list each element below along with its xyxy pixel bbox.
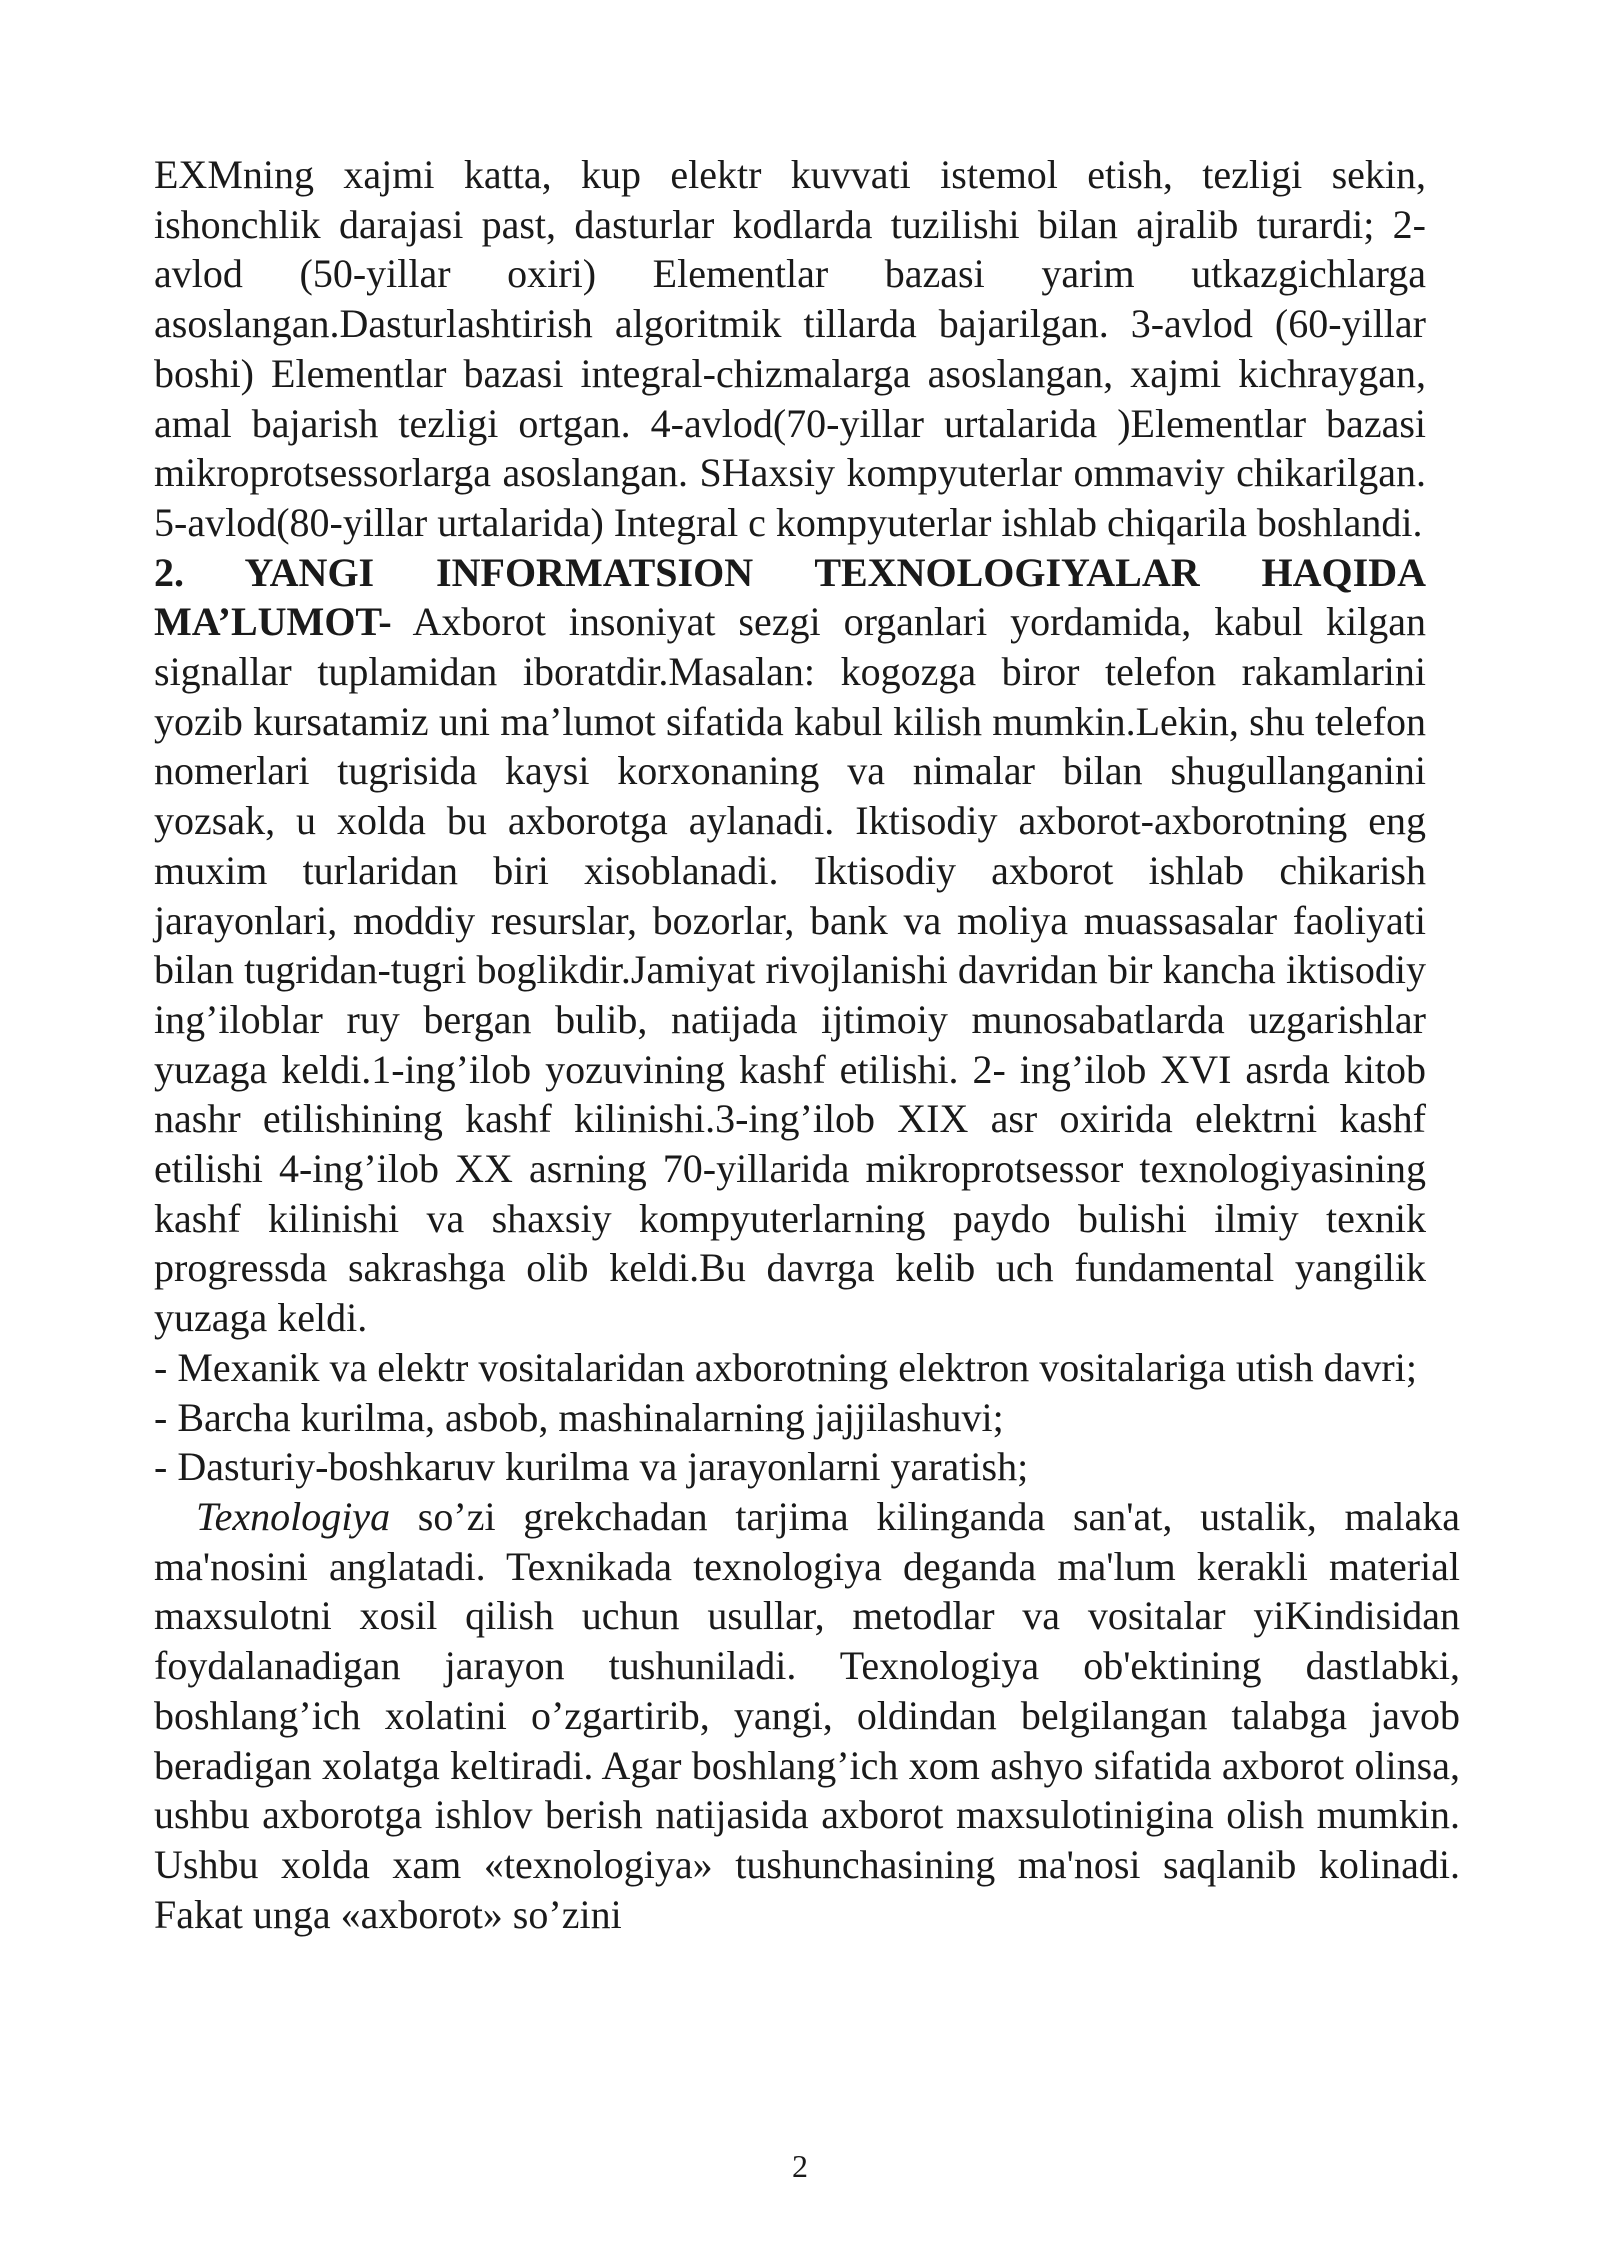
list-item: - Mexanik va elektr vositalaridan axborotning elektron vositalariga utish davri; [154,1344,1417,1390]
list-item: - Dasturiy-boshkaruv kurilma va jarayonlarni yaratish; [154,1444,1029,1490]
section-body: Axborot insoniyat sezgi organlari yordamida, kabul kilgan signallar tuplamidan iboratdir.Masalan: kogozga biror telefon rakamlarini yozib kursatamiz uni ma’lumot sifatida kabul kilish mumkin.Lekin, shu telefon nomerlari tugrisida kaysi korxonaning va nimalar bilan shugullanganini yozsak, u xolda bu axborotga aylanadi. Iktisodiy axborot-axborotning eng muxim turlaridan biri xisoblanadi. Iktisodiy axborot ishlab chikarish jarayonlari, moddiy resurslar, bozorlar, bank va moliya muassasalar faoliyati bilan tugridan-tugri boglikdir.Jamiyat rivojlanishi davridan bir kancha iktisodiy ing’iloblar ruy bergan bulib, natijada ijtimoiy munosabatlarda uzgarishlar yuzaga keldi.1-ing’ilob yozuvining kashf etilishi. 2- ing’ilob XVI asrda kitob nashr etilishining kashf kilinishi.3-ing’ilob XIX asr oxirida elektrni kashf etilishi 4-ing’ilob XX asrning 70-yillarida mikroprotsessor texnologiyasining kashf kilinishi va shaxsiy kompyuterlarning paydo bulishi ilmiy texnik progressda sakrashga olib keldi.Bu davrga kelib uch fundamental yangilik yuzaga keldi. [154,599,1426,1341]
paragraph-avlodlar: EXMning xajmi katta, kup elektr kuvvati istemol etish, tezligi sekin, ishonchlik darajasi past, dasturlar kodlarda tuzilishi bilan ajralib turardi; 2-avlod (50-yillar oxiri) Elementlar bazasi yarim utkazgichlarga asoslangan.Dasturlashtirish algoritmik tillarda bajarilgan. 3-avlod (60-yillar boshi) Elementlar bazasi integral-chizmalarga asoslangan, xajmi kichraygan, amal bajarish tezligi ortgan. 4-avlod(70-yillar urtalarida )Elementlar bazasi mikroprotsessorlarga asoslangan. SHaxsiy kompyuterlar ommaviy chikarilgan. 5-avlod(80-yillar urtalarida) Integral c kompyuterlar ishlab chiqarila boshlandi. [154,152,1426,545]
list-item: - Barcha kurilma, asbob, mashinalarning jajjilashuvi; [154,1394,1004,1440]
document-page [154,150,1460,1939]
texnologiya-body: so’zi grekchadan tarjima kilinganda san'at, ustalik, malaka ma'nosini anglatadi. Texnikada texnologiya deganda ma'lum kerakli material maxsulotni xosil qilish uchun usullar, metodlar va vositalar yiKindisidan foydalanadigan jarayon tushuniladi. Texnologiya ob'ektining dastlabki, boshlang’ich xolatini o’zgartirib, yangi, oldindan belgilangan talabga javob beradigan xolatga keltiradi. Agar boshlang’ich xom ashyo sifatida axborot olinsa, ushbu axborotga ishlov berish natijasida axborot maxsulotinigina olish mumkin. Ushbu xolda xam «texnologiya» tushunchasining ma'nosi saqlanib kolinadi. Fakat unga «axborot» so’zini [154,1493,1460,1937]
texnologiya-paragraph [154,1492,1460,1939]
section-heading: 2. YANGI INFORMATSION TEXNOLOGIYALAR HAQIDA MA’LUMOT- [154,549,1426,645]
section-paragraph [154,548,1426,1343]
term-texnologiya: Texnologiya [196,1493,391,1539]
page-number: 2 [792,2148,808,2184]
